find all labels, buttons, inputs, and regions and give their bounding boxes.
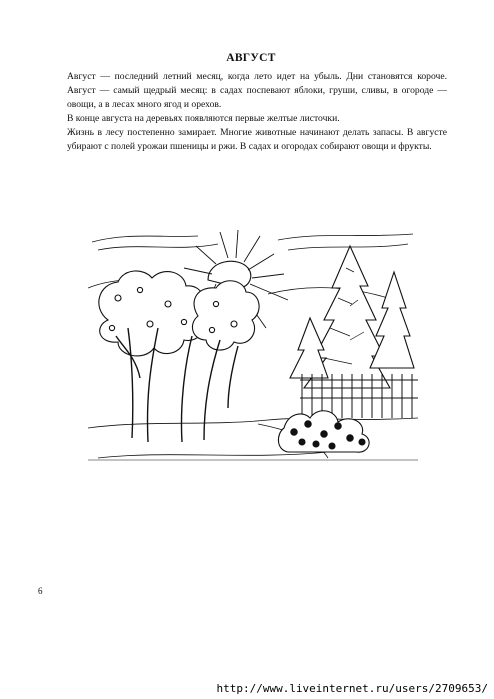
paragraph-1: Август — последний летний месяц, когда лето идет на убыль. Дни становятся короче. Август — самый щедрый месяц: в садах поспевают яблоки, груши, сливы, в огороде — овощи, а в лесах много ягод и орехов.	[67, 71, 447, 110]
page-number: 6	[38, 586, 43, 596]
berry-bushes	[278, 411, 369, 452]
august-landscape-illustration	[88, 228, 418, 476]
page-title: АВГУСТ	[226, 52, 276, 64]
paragraph-3: Жизнь в лесу постепенно замирает. Многие животные начинают делать запасы. В августе убирают с полей урожаи пшеницы и ржи. В садах и огородах собирают овощи и фрукты.	[67, 127, 447, 152]
body-text	[67, 70, 447, 154]
apple-trees	[99, 271, 259, 442]
watermark-url: http://www.liveinternet.ru/users/2709653/	[216, 682, 488, 695]
fir-trees	[290, 246, 414, 388]
paragraph-2: В конце августа на деревьях появляются первые желтые листочки.	[67, 113, 340, 124]
